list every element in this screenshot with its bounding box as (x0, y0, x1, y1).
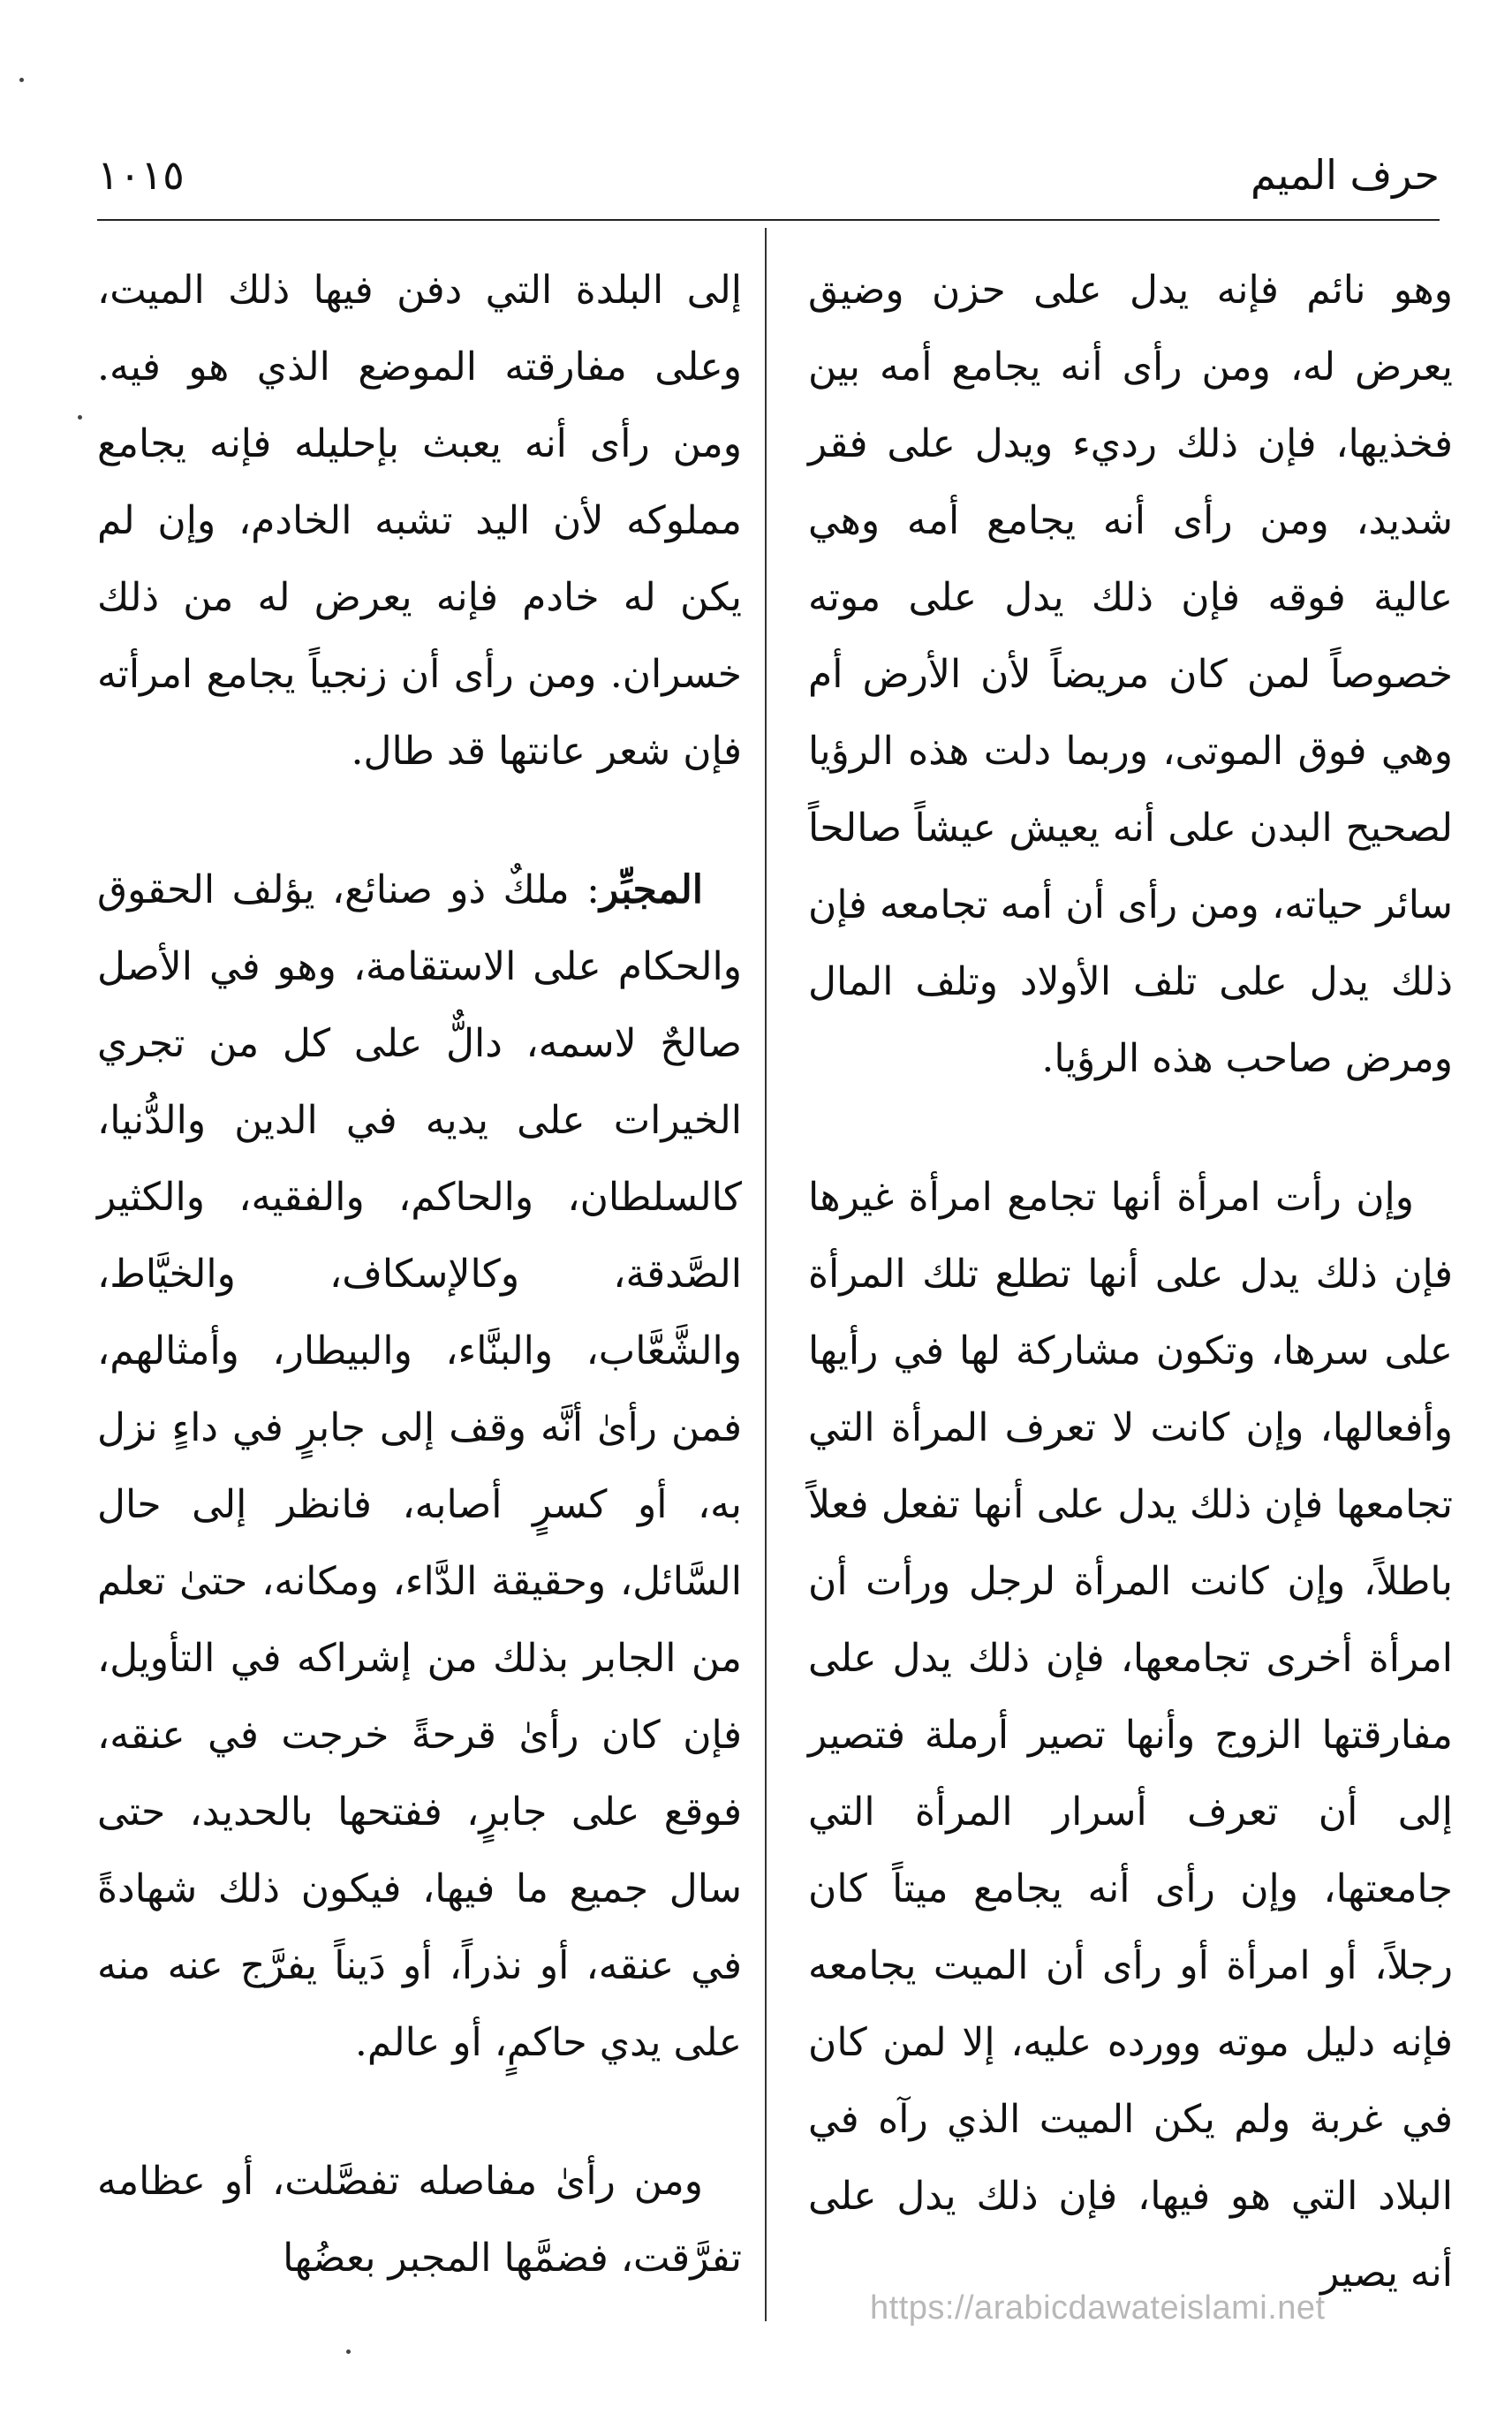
scan-speck (346, 2350, 351, 2354)
column-divider (765, 228, 767, 2321)
entry-term: المجبِّر (599, 867, 703, 912)
entry-body: : ملكٌ ذو صنائع، يؤلف الحقوق والحكام على الاستقامة، وهو في الأصل صالحٌ لاسمه، دالٌّ على كل من تجري الخيرات على يديه في الدين والدُّنيا، كالسلطان، والحاكم، والفقيه، والكثير الصَّدقة، وكالإسكاف، والخيَّاط، والشَّعَّاب، والبنَّاء، والبيطار، وأمثالهم، فمن رأىٰ أنَّه وقف إلى جابرٍ في داءٍ نزل به، أو كسرٍ أصابه، فانظر إلى حال السَّائل، وحقيقة الدَّاء، ومكانه، حتىٰ تعلم من الجابر بذلك من إشراكه في التأويل، فإن كان رأىٰ قرحةً خرجت في عنقه، فوقع على جابرٍ، ففتحها بالحديد، حتى سال جميع ما فيها، فيكون ذلك شهادةً في عنقه، أو نذراً، أو دَيناً يفرَّج عنه منه على يدي حاكمٍ، أو عالم. (97, 867, 742, 2065)
right-column (808, 252, 1453, 2312)
left-paragraph-1: إلى البلدة التي دفن فيها ذلك الميت، وعلى مفارقته الموضع الذي هو فيه. ومن رأى أنه يعبث بإحليله فإنه يجامع مملوكه لأن اليد تشبه الخادم، وإن لم يكن له خادم فإنه يعرض له من ذلك خسران. ومن رأى أن زنجياً يجامع امرأته فإن شعر عانتها قد طال. (97, 268, 742, 774)
left-paragraph-3: ومن رأىٰ مفاصله تفصَّلت، أو عظامه تفرَّقت، فضمَّها المجبر بعضُها (97, 2159, 742, 2281)
scan-speck (78, 415, 82, 420)
chapter-title: حرف الميم (1250, 151, 1440, 199)
scan-speck (19, 78, 24, 82)
page-header (97, 141, 1440, 203)
paragraph-gap (808, 1097, 1453, 1159)
left-paragraph-2 (97, 851, 742, 2081)
paragraph-gap (97, 2081, 742, 2143)
paragraph-gap (97, 790, 742, 851)
page-number: ١٠١٥ (97, 151, 185, 199)
header-rule (97, 219, 1440, 221)
left-column (97, 252, 742, 2297)
right-paragraph-2: وإن رأت امرأة أنها تجامع امرأة غيرها فإن ذلك يدل على أنها تطلع تلك المرأة على سرها، وتكون مشاركة لها في رأيها وأفعالها، وإن كانت لا تعرف المرأة التي تجامعها فإن ذلك يدل على أنها تفعل فعلاً باطلاً، وإن كانت المرأة لرجل ورأت أن امرأة أخرى تجامعها، فإن ذلك يدل على مفارقتها الزوج وأنها تصير أرملة فتصير إلى أن تعرف أسرار المرأة التي جامعتها، وإن رأى أنه يجامع ميتاً كان رجلاً، أو امرأة أو رأى أن الميت يجامعه فإنه دليل موته وورده عليه، إلا لمن كان في غربة ولم يكن الميت الذي رآه في البلاد التي هو فيها، فإن ذلك يدل على أنه يصير (808, 1175, 1453, 2296)
source-watermark: https://arabicdawateislami.net (870, 2289, 1326, 2327)
right-paragraph-1: وهو نائم فإنه يدل على حزن وضيق يعرض له، ومن رأى أنه يجامع أمه بين فخذيها، فإن ذلك رديء ويدل على فقر شديد، ومن رأى أنه يجامع أمه وهي عالية فوقه فإن ذلك يدل على موته خصوصاً لمن كان مريضاً لأن الأرض أم وهي فوق الموتى، وربما دلت هذه الرؤيا لصحيح البدن على أنه يعيش عيشاً صالحاً سائر حياته، ومن رأى أن أمه تجامعه فإن ذلك يدل على تلف الأولاد وتلف المال ومرض صاحب هذه الرؤيا. (808, 268, 1453, 1081)
